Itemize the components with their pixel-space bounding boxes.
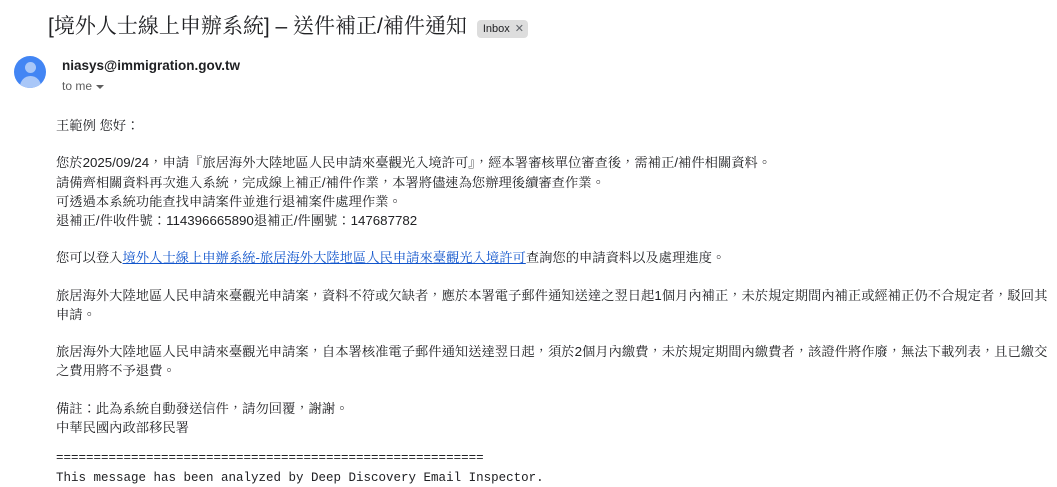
recipient-line[interactable]: [62, 78, 240, 94]
body-para2-suffix: 查詢您的申請資料以及處理進度。: [525, 250, 726, 266]
sender-info: [62, 56, 240, 94]
email-body: [0, 116, 1057, 487]
spacer: [56, 135, 1057, 153]
spacer: [56, 437, 1057, 451]
page-title: [境外人士線上申辦系統] – 送件補正/補件通知: [48, 15, 467, 38]
spacer: [56, 324, 1057, 342]
avatar: [14, 56, 46, 88]
body-para2-prefix: 您可以登入: [56, 250, 123, 266]
body-para4: 旅居海外大陸地區人民申請來臺觀光申請案，自本署核准電子郵件通知送達翌日起，須於2個月內繳費，未於規定期間內繳費者，該證件將作廢，無法下載列表，且已繳交之費用將不予退費。: [56, 344, 1048, 379]
body-para1-line2: 請備齊相關資料再次進入系統，完成線上補正/補件作業，本署將儘速為您辦理後續審查作業。: [56, 174, 605, 190]
sender-row: [0, 44, 1057, 94]
divider: =========================================================: [56, 451, 484, 466]
recipient-text: to me: [62, 79, 93, 93]
spacer: [56, 381, 1057, 399]
label-chip-inbox[interactable]: [477, 20, 528, 38]
body-para1-line4: 退補正/件收件號：114396665890退補正/件團號：147687782: [56, 213, 418, 229]
body-para5-line2: 中華民國內政部移民署: [56, 419, 189, 435]
scanner-footer: This message has been analyzed by Deep Discovery Email Inspector.: [56, 471, 544, 486]
body-para3: 旅居海外大陸地區人民申請來臺觀光申請案，資料不符或欠缺者，應於本署電子郵件通知送達之翌日起1個月內補正，未於規定期間內補正或經補正仍不合規定者，駁回其申請。: [56, 287, 1048, 322]
sender-address[interactable]: niasys@immigration.gov.tw: [62, 58, 240, 73]
close-icon[interactable]: ✕: [514, 23, 524, 35]
body-greeting: 王範例 您好：: [56, 118, 140, 133]
body-para5-line1: 備註：此為系統自動發送信件，請勿回覆，謝謝。: [56, 400, 349, 416]
spacer: [56, 268, 1057, 286]
body-para1-line1: 您於2025/09/24，申請『旅居海外大陸地區人民申請來臺觀光入境許可』，經本署審核單位審查後，需補正/補件相關資料。: [56, 155, 772, 171]
subject-row: [0, 0, 1057, 44]
body-para2: [56, 248, 1057, 267]
label-chip-text: Inbox: [482, 23, 510, 35]
chevron-down-icon[interactable]: [96, 85, 104, 89]
spacer: [56, 230, 1057, 248]
system-link[interactable]: 境外人士線上申辦系統-旅居海外大陸地區人民申請來臺觀光入境許可: [122, 250, 526, 266]
body-para1-line3: 可透過本系統功能查找申請案件並進行退補案件處理作業。: [56, 193, 402, 209]
